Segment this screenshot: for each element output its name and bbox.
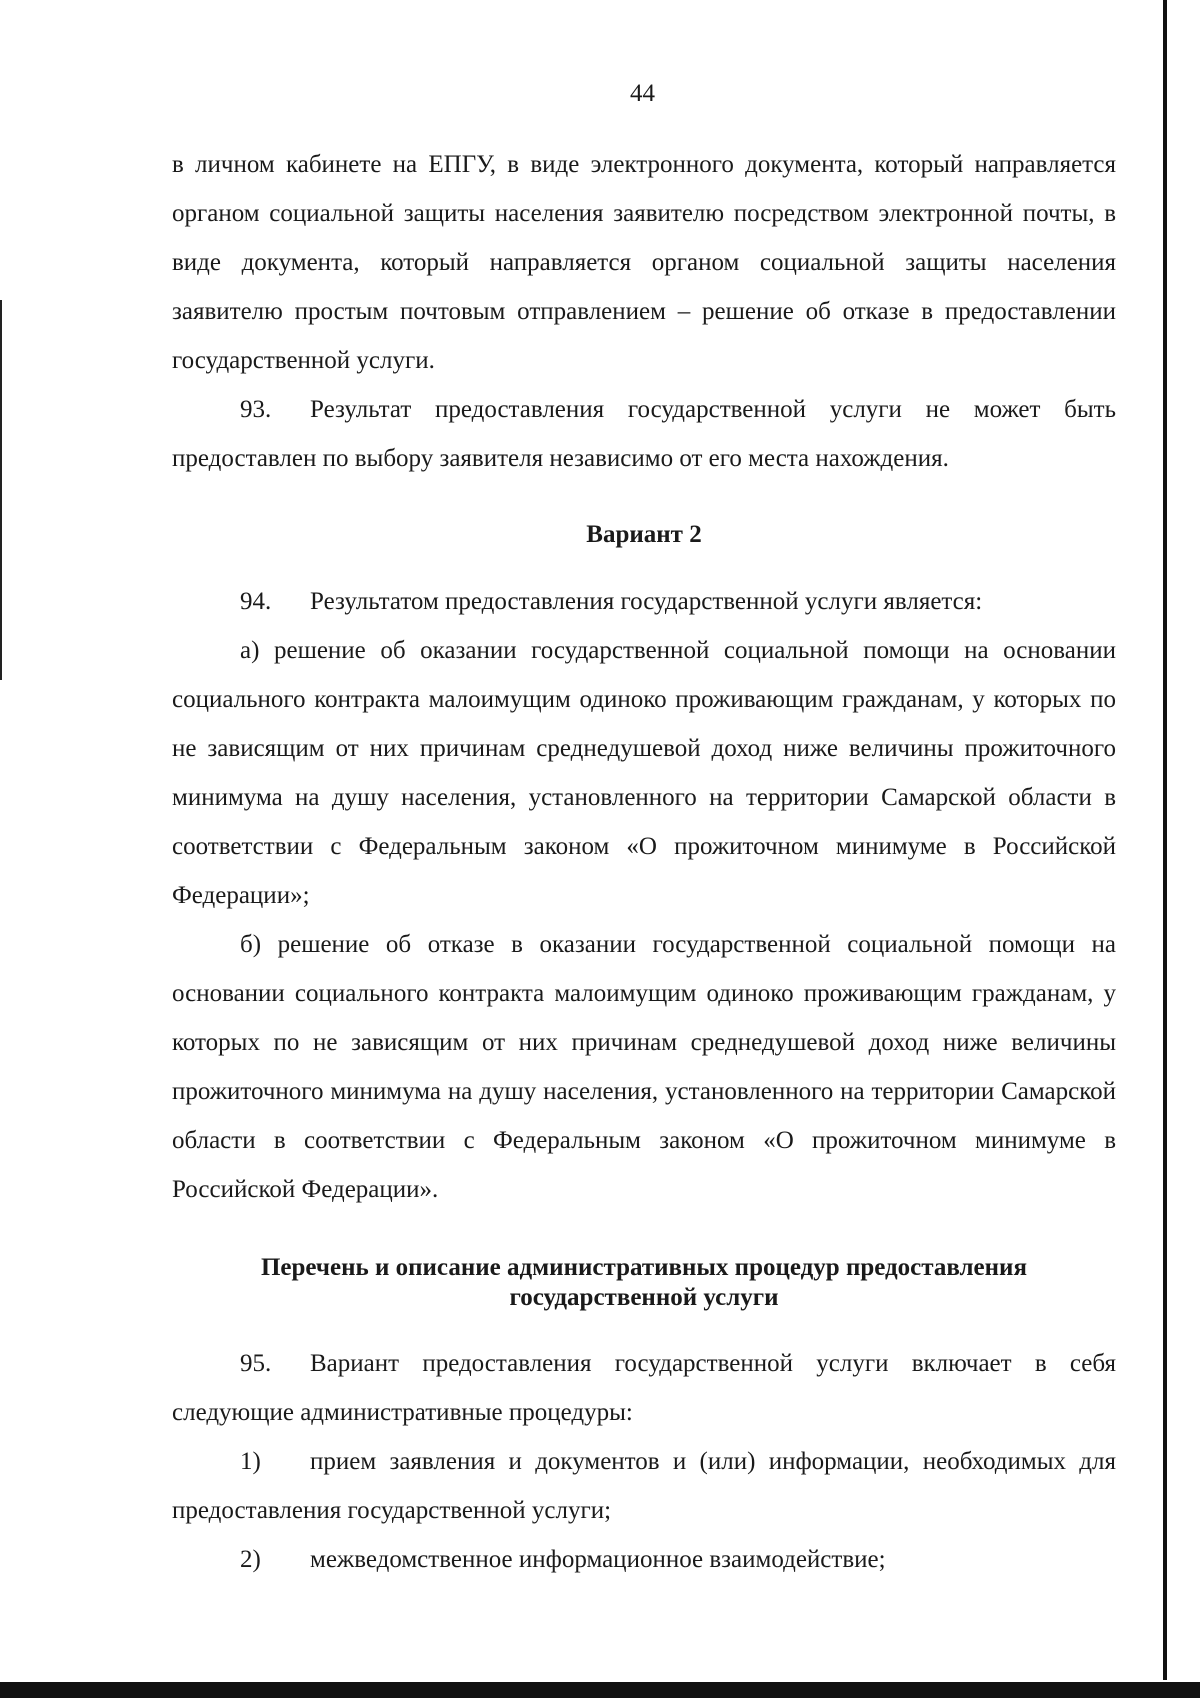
variant-heading: Вариант 2	[586, 521, 702, 548]
paragraph-95	[172, 1339, 1116, 1437]
scan-edge-bottom	[0, 1682, 1200, 1698]
paragraph-text: Вариант предоставления государственной услуги включает в себя следующие административные процедуры:	[172, 1350, 1116, 1426]
section-heading-variant	[172, 520, 1116, 550]
paragraph-94	[172, 577, 1116, 626]
text-block-1	[172, 140, 1116, 483]
list-item-text: прием заявления и документов и (или) информации, необходимых для предоставления государственной услуги;	[172, 1448, 1116, 1524]
list-item-b: б) решение об отказе в оказании государственной социальной помощи на основании социального контракта малоимущим одиноко проживающим гражданам, у которых по не зависящим от них причинам среднедушевой доход ниже величины прожиточного минимума на душу населения, установленного на территории Самарской области в соответствии с Федеральным законом «О прожиточном минимуме в Российской Федерации».	[172, 931, 1116, 1203]
list-item-number: 2)	[240, 1546, 261, 1573]
list-item-number: 1)	[240, 1448, 261, 1475]
paragraph-number: 95.	[240, 1350, 272, 1377]
paragraph-continuation: в личном кабинете на ЕПГУ, в виде электронного документа, который направляется органом социальной защиты населения заявителю посредством электронной почты, в виде документа, который направляется органом социальной защиты населения заявителю простым почтовым отправлением – решение об отказе в предоставлении государственной услуги.	[172, 151, 1116, 374]
procedures-heading-line2: государственной услуги	[509, 1284, 779, 1311]
section-heading-procedures	[172, 1253, 1116, 1313]
list-item-a: а) решение об оказании государственной социальной помощи на основании социального контракта малоимущим одиноко проживающим гражданам, у которых по не зависящим от них причинам среднедушевой доход ниже величины прожиточного минимума на душу населения, установленного на территории Самарской области в соответствии с Федеральным законом «О прожиточном минимуме в Российской Федерации»;	[172, 637, 1116, 909]
list-item-2	[172, 1535, 1116, 1584]
paragraph-text: Результатом предоставления государственной услуги является:	[310, 588, 983, 615]
list-item-text: межведомственное информационное взаимодействие;	[310, 1546, 886, 1573]
paragraph-text: Результат предоставления государственной услуги не может быть предоставлен по выбору заявителя независимо от его места нахождения.	[172, 396, 1116, 472]
scan-edge-left	[0, 300, 2, 680]
paragraph-93	[172, 385, 1116, 483]
paragraph-number: 93.	[240, 396, 272, 423]
paragraph-number: 94.	[240, 588, 272, 615]
procedures-heading-line1: Перечень и описание административных процедур предоставления	[260, 1254, 1027, 1281]
list-item-1	[172, 1437, 1116, 1535]
text-block-3	[172, 1339, 1116, 1584]
scan-edge-right	[1163, 0, 1167, 1680]
page-number: 44	[630, 80, 655, 107]
text-block-2	[172, 577, 1116, 1214]
